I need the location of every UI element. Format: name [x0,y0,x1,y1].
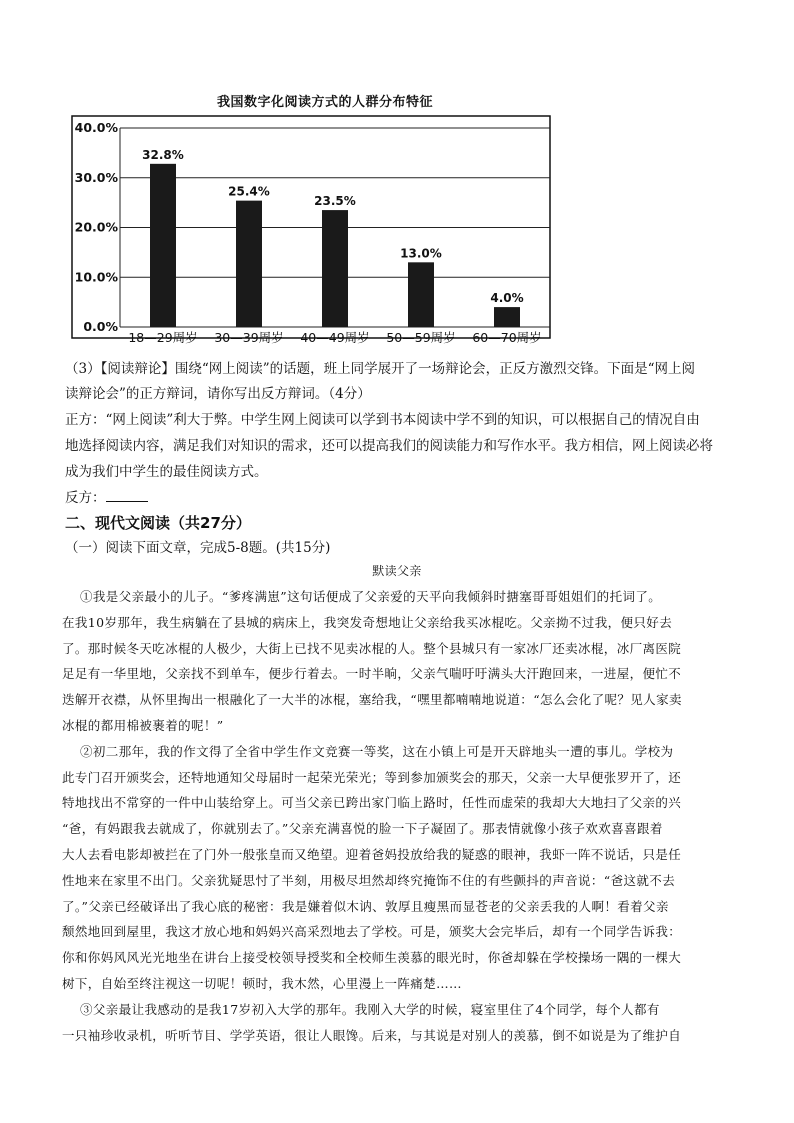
con-label: 反方： [65,490,106,506]
x-tick-label: 60—70周岁 [472,330,542,345]
pro-argument-line3: 成为我们中学生的最佳阅读方式。 [65,464,268,480]
x-tick-label: 40—49周岁 [300,330,370,345]
article-line: ③父亲最让我感动的是我17岁初入大学的那年。我刚入大学的时候，寝室里住了4个同学，每个人都有 [80,1001,660,1017]
pro-argument-line2: 地选择阅读内容，满足我们对知识的需求，还可以提高我们的阅读能力和写作水平。我方相信，网上阅读必将 [65,438,713,454]
article-line: 一只袖珍收录机，听听节目、学学英语，很让人眼馋。后来，与其说是对别人的羡慕，倒不如说是为了维护自 [62,1027,682,1043]
question3-line2: 读辩论会”的正方辩词，请你写出反方辩词。（4分） [65,386,371,402]
y-tick-label: 20.0% [74,219,118,235]
bar [322,210,348,327]
bar [494,307,520,327]
data-label: 32.8% [142,147,184,162]
y-tick-label: 40.0% [74,120,118,135]
bar [236,201,262,327]
article-line: 此专门召开颁奖会，还特地通知父母届时一起荣光荣光；等到参加颁奖会的那天，父亲一大早便张罗开了，还 [62,769,682,785]
question3-line1: （3）【阅读辩论】围绕“网上阅读”的话题，班上同学展开了一场辩论会，正反方激烈交锋。下面是“网上阅 [65,361,696,377]
pro-argument-line1: 正方：“网上阅读”利大于弊。中学生网上阅读可以学到书本阅读中学不到的知识，可以根据自己的情况自由 [65,412,700,428]
subsection-instruction: （一）阅读下面文章，完成5-8题。(共15分) [65,540,331,556]
article-line: 冰棍的都用棉被裹着的呢！” [62,718,224,733]
article-line: 足足有一华里地，父亲找不到单车，便步行着去。一时半晌，父亲气喘吁吁满头大汗跑回来，一进屋，便忙不 [62,666,682,682]
article-line: “爸，有妈跟我去就成了，你就别去了。”父亲充满喜悦的脸一下子凝固了。那表情就像小孩子欢欢喜喜跟着 [62,821,663,837]
article-line: ②初二那年，我的作文得了全省中学生作文竞赛一等奖，这在小镇上可是开天辟地头一遭的事儿。学校为 [80,743,674,759]
article-title: 默读父亲 [372,564,422,578]
answer-blank[interactable] [106,489,148,502]
y-tick-label: 10.0% [74,269,118,285]
data-label: 25.4% [228,184,270,199]
article-line: 你和你妈风风光光地坐在讲台上接受校领导授奖和全校师生羡慕的眼光时，你爸却躲在学校操场一隅的一棵大 [62,950,682,966]
article-line: 迭解开衣襟，从怀里掏出一根融化了一大半的冰棍，塞给我，“嘿里都喃喃地说道：“怎么会化了呢？见人家卖 [62,692,682,708]
article-line: 树下，自始至终注视这一切呢！顿时，我木然，心里漫上一阵痛楚…… [62,976,462,991]
chart-title: 我国数字化阅读方式的人群分布特征 [216,95,433,110]
x-tick-label: 50—59周岁 [386,330,456,345]
article-line: 特地找出不常穿的一件中山装给穿上。可当父亲已跨出家门临上路时，任性而虚荣的我却大大地扫了父亲的兴 [62,795,682,811]
article-line: 了。”父亲已经破译出了我心底的秘密：我是嫌着似木讷、敦厚且瘦黑而显苍老的父亲丢我的人啊！看着父亲 [62,898,669,914]
bar-chart [60,112,560,347]
x-tick-label: 30—39周岁 [214,330,284,345]
article-line: ①我是父亲最小的儿子。“爹疼满崽”这句话便成了父亲爱的天平向我倾斜时搪塞哥哥姐姐们的托词了。 [80,589,662,604]
data-label: 13.0% [400,246,442,261]
data-label: 4.0% [490,291,524,306]
y-tick-label: 0.0% [83,319,118,334]
bar [150,164,176,327]
y-tick-label: 30.0% [74,169,118,185]
con-argument [65,485,148,511]
article-line: 颓然地回到屋里，我这才放心地和妈妈兴高采烈地去了学校。可是，颁奖大会完毕后，却有一个同学告诉我： [62,924,682,940]
article-line: 在我10岁那年，我生病躺在了县城的病床上，我突发奇想地让父亲给我买冰棍吃。父亲拗不过我，便只好去 [62,614,673,630]
bar [408,262,434,327]
data-label: 23.5% [314,194,356,209]
x-tick-label: 18—29周岁 [128,330,198,345]
article-line: 性地来在家里不出门。父亲犹疑思忖了半刻，用极尽坦然却终究掩饰不住的有些颤抖的声音说：“爸这就不去 [62,872,676,888]
article-line: 了。那时候冬天吃冰棍的人极少，大街上已找不见卖冰棍的人。整个县城只有一家冰厂还卖冰棍，冰厂离医院 [62,640,682,656]
section-heading: 二、现代文阅读（共27分） [65,514,251,532]
article-line: 大人去看电影却被拦在了门外一般张皇而又绝望。迎着爸妈投放给我的疑惑的眼神，我虾一阵不说话，只是任 [62,847,682,862]
